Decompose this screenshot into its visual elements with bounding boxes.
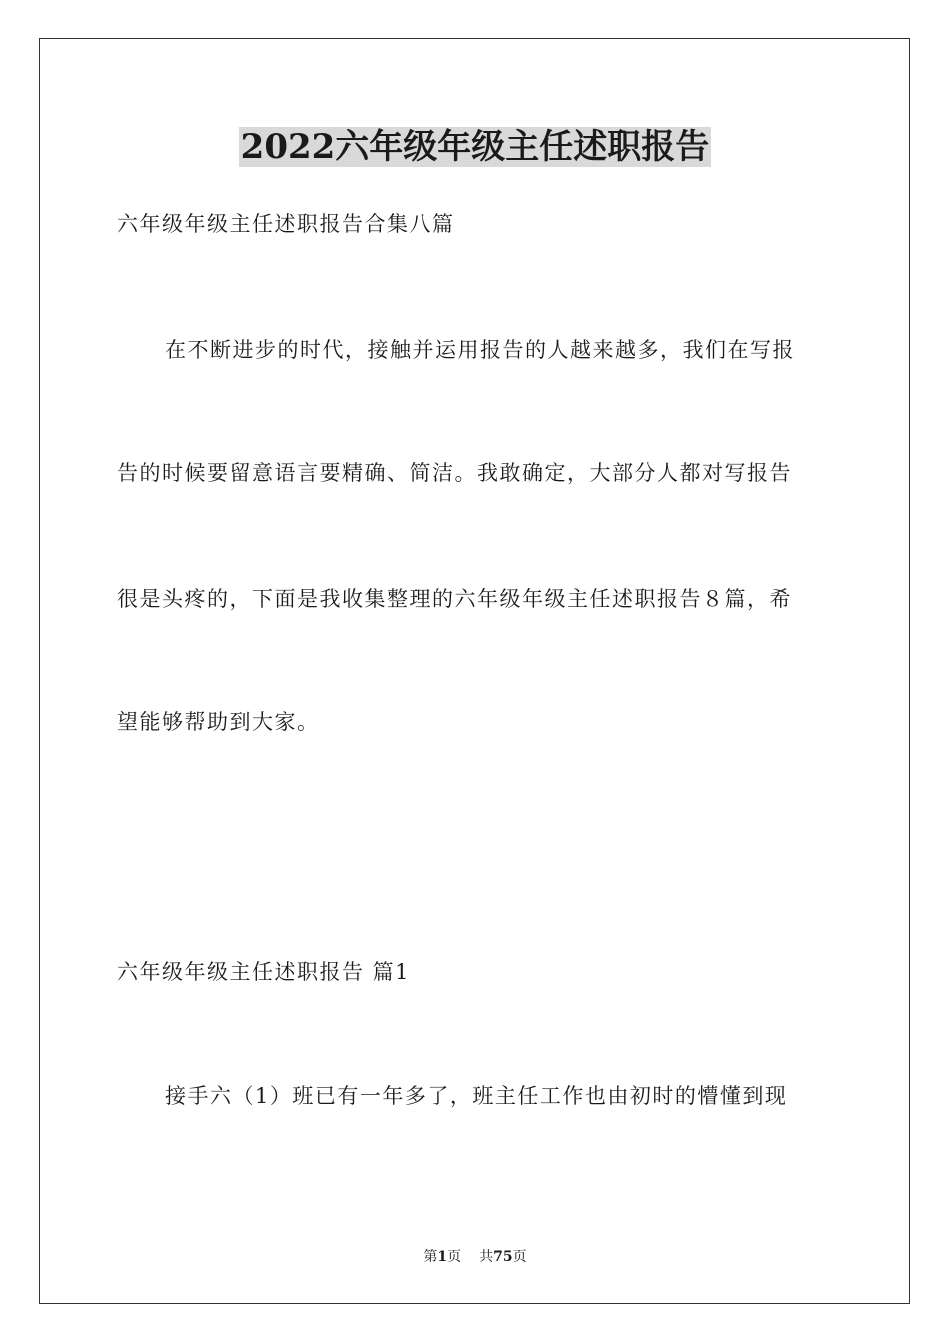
intro-paragraph-line: 望能够帮助到大家。 (117, 710, 320, 734)
page-footer (0, 1248, 950, 1266)
footer-page-prefix: 第 (423, 1249, 438, 1265)
section-heading: 六年级年级主任述职报告 篇1 (117, 960, 411, 984)
document-subtitle: 六年级年级主任述职报告合集八篇 (117, 212, 455, 236)
footer-page-number: 1 (437, 1249, 448, 1265)
footer-total-prefix: 共 (479, 1249, 494, 1265)
footer-page-suffix: 页 (447, 1249, 462, 1265)
document-title-text: 2022六年级年级主任述职报告 (240, 127, 710, 167)
document-title (0, 125, 950, 169)
footer-total-pages: 75 (493, 1249, 513, 1265)
intro-paragraph-line: 在不断进步的时代，接触并运用报告的人越来越多，我们在写报 (165, 338, 795, 362)
intro-paragraph-line: 告的时候要留意语言要精确、简洁。我敢确定，大部分人都对写报告 (117, 461, 792, 485)
section-paragraph-line: 接手六（1）班已有一年多了，班主任工作也由初时的懵懂到现 (165, 1084, 788, 1108)
footer-total-suffix: 页 (512, 1249, 527, 1265)
intro-paragraph-line: 很是头疼的，下面是我收集整理的六年级年级主任述职报告８篇，希 (117, 587, 792, 611)
